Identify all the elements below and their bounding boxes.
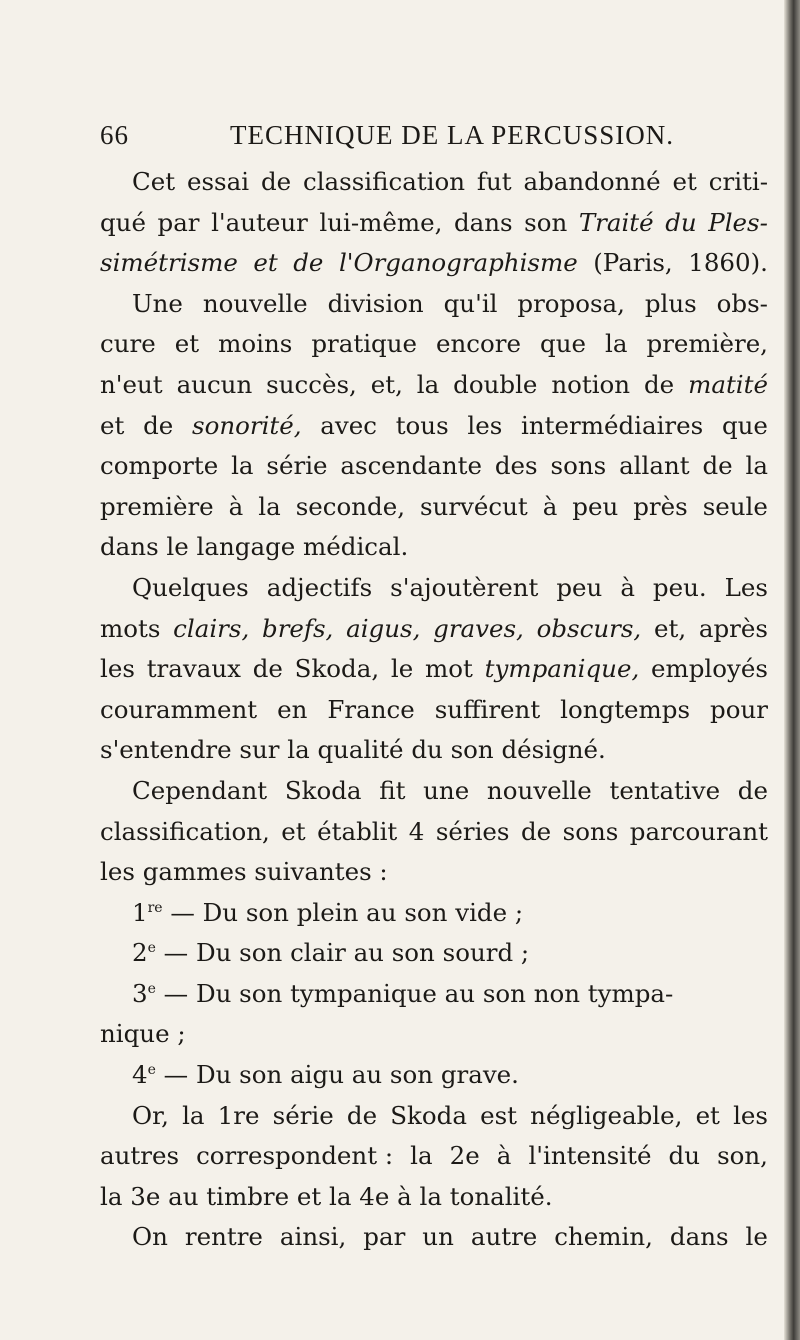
text-line: simétrisme et de l'Organographisme (Paris, 1860). xyxy=(100,248,768,278)
text-line: cure et moins pratique encore que la première, xyxy=(100,329,768,359)
text-line: les gammes suivantes : xyxy=(100,857,388,887)
list-item: 1re — Du son plein au son vide ; xyxy=(132,897,524,927)
page-edge xyxy=(784,0,800,1340)
list-item: nique ; xyxy=(100,1019,186,1049)
text-line: et de sonorité, avec tous les intermédiaires que xyxy=(100,410,768,440)
text-line: s'entendre sur la qualité du son désigné. xyxy=(100,735,606,765)
page-number: 66 xyxy=(100,120,129,150)
running-title: TECHNIQUE DE LA PERCUSSION. xyxy=(230,120,675,150)
text-line: première à la seconde, survécut à peu près seule xyxy=(100,491,768,521)
body-text xyxy=(100,162,768,1258)
text-line: Quelques adjectifs s'ajoutèrent peu à peu. Les xyxy=(132,572,768,602)
text-line: Or, la 1re série de Skoda est négligeable, et les xyxy=(132,1100,768,1130)
text-line: Cet essai de classification fut abandonné et criti- xyxy=(132,167,768,196)
text-line: mots clairs, brefs, aigus, graves, obscurs, et, après xyxy=(100,613,768,643)
text-line: couramment en France suffirent longtemps pour xyxy=(100,694,768,724)
list-item: 3e — Du son tympanique au son non tympa- xyxy=(132,978,674,1008)
text-line: Une nouvelle division qu'il proposa, plus obs- xyxy=(132,288,768,318)
text-line: dans le langage médical. xyxy=(100,532,409,562)
text-line: Cependant Skoda fit une nouvelle tentative de xyxy=(132,775,768,805)
text-line: qué par l'auteur lui-même, dans son Traité du Ples- xyxy=(100,207,768,237)
text-line: comporte la série ascendante des sons allant de la xyxy=(100,451,768,481)
list-item: 4e — Du son aigu au son grave. xyxy=(132,1060,519,1090)
text-line: autres correspondent : la 2e à l'intensité du son, xyxy=(100,1141,768,1171)
list-item: 2e — Du son clair au son sourd ; xyxy=(132,938,530,968)
text-line: On rentre ainsi, par un autre chemin, dans le xyxy=(132,1222,768,1252)
text-line: classification, et établit 4 séries de sons parcourant xyxy=(100,816,768,846)
text-line: les travaux de Skoda, le mot tympanique, employés xyxy=(100,654,768,684)
text-line: n'eut aucun succès, et, la double notion de matité xyxy=(100,369,768,399)
text-line: la 3e au timbre et la 4e à la tonalité. xyxy=(100,1181,553,1211)
